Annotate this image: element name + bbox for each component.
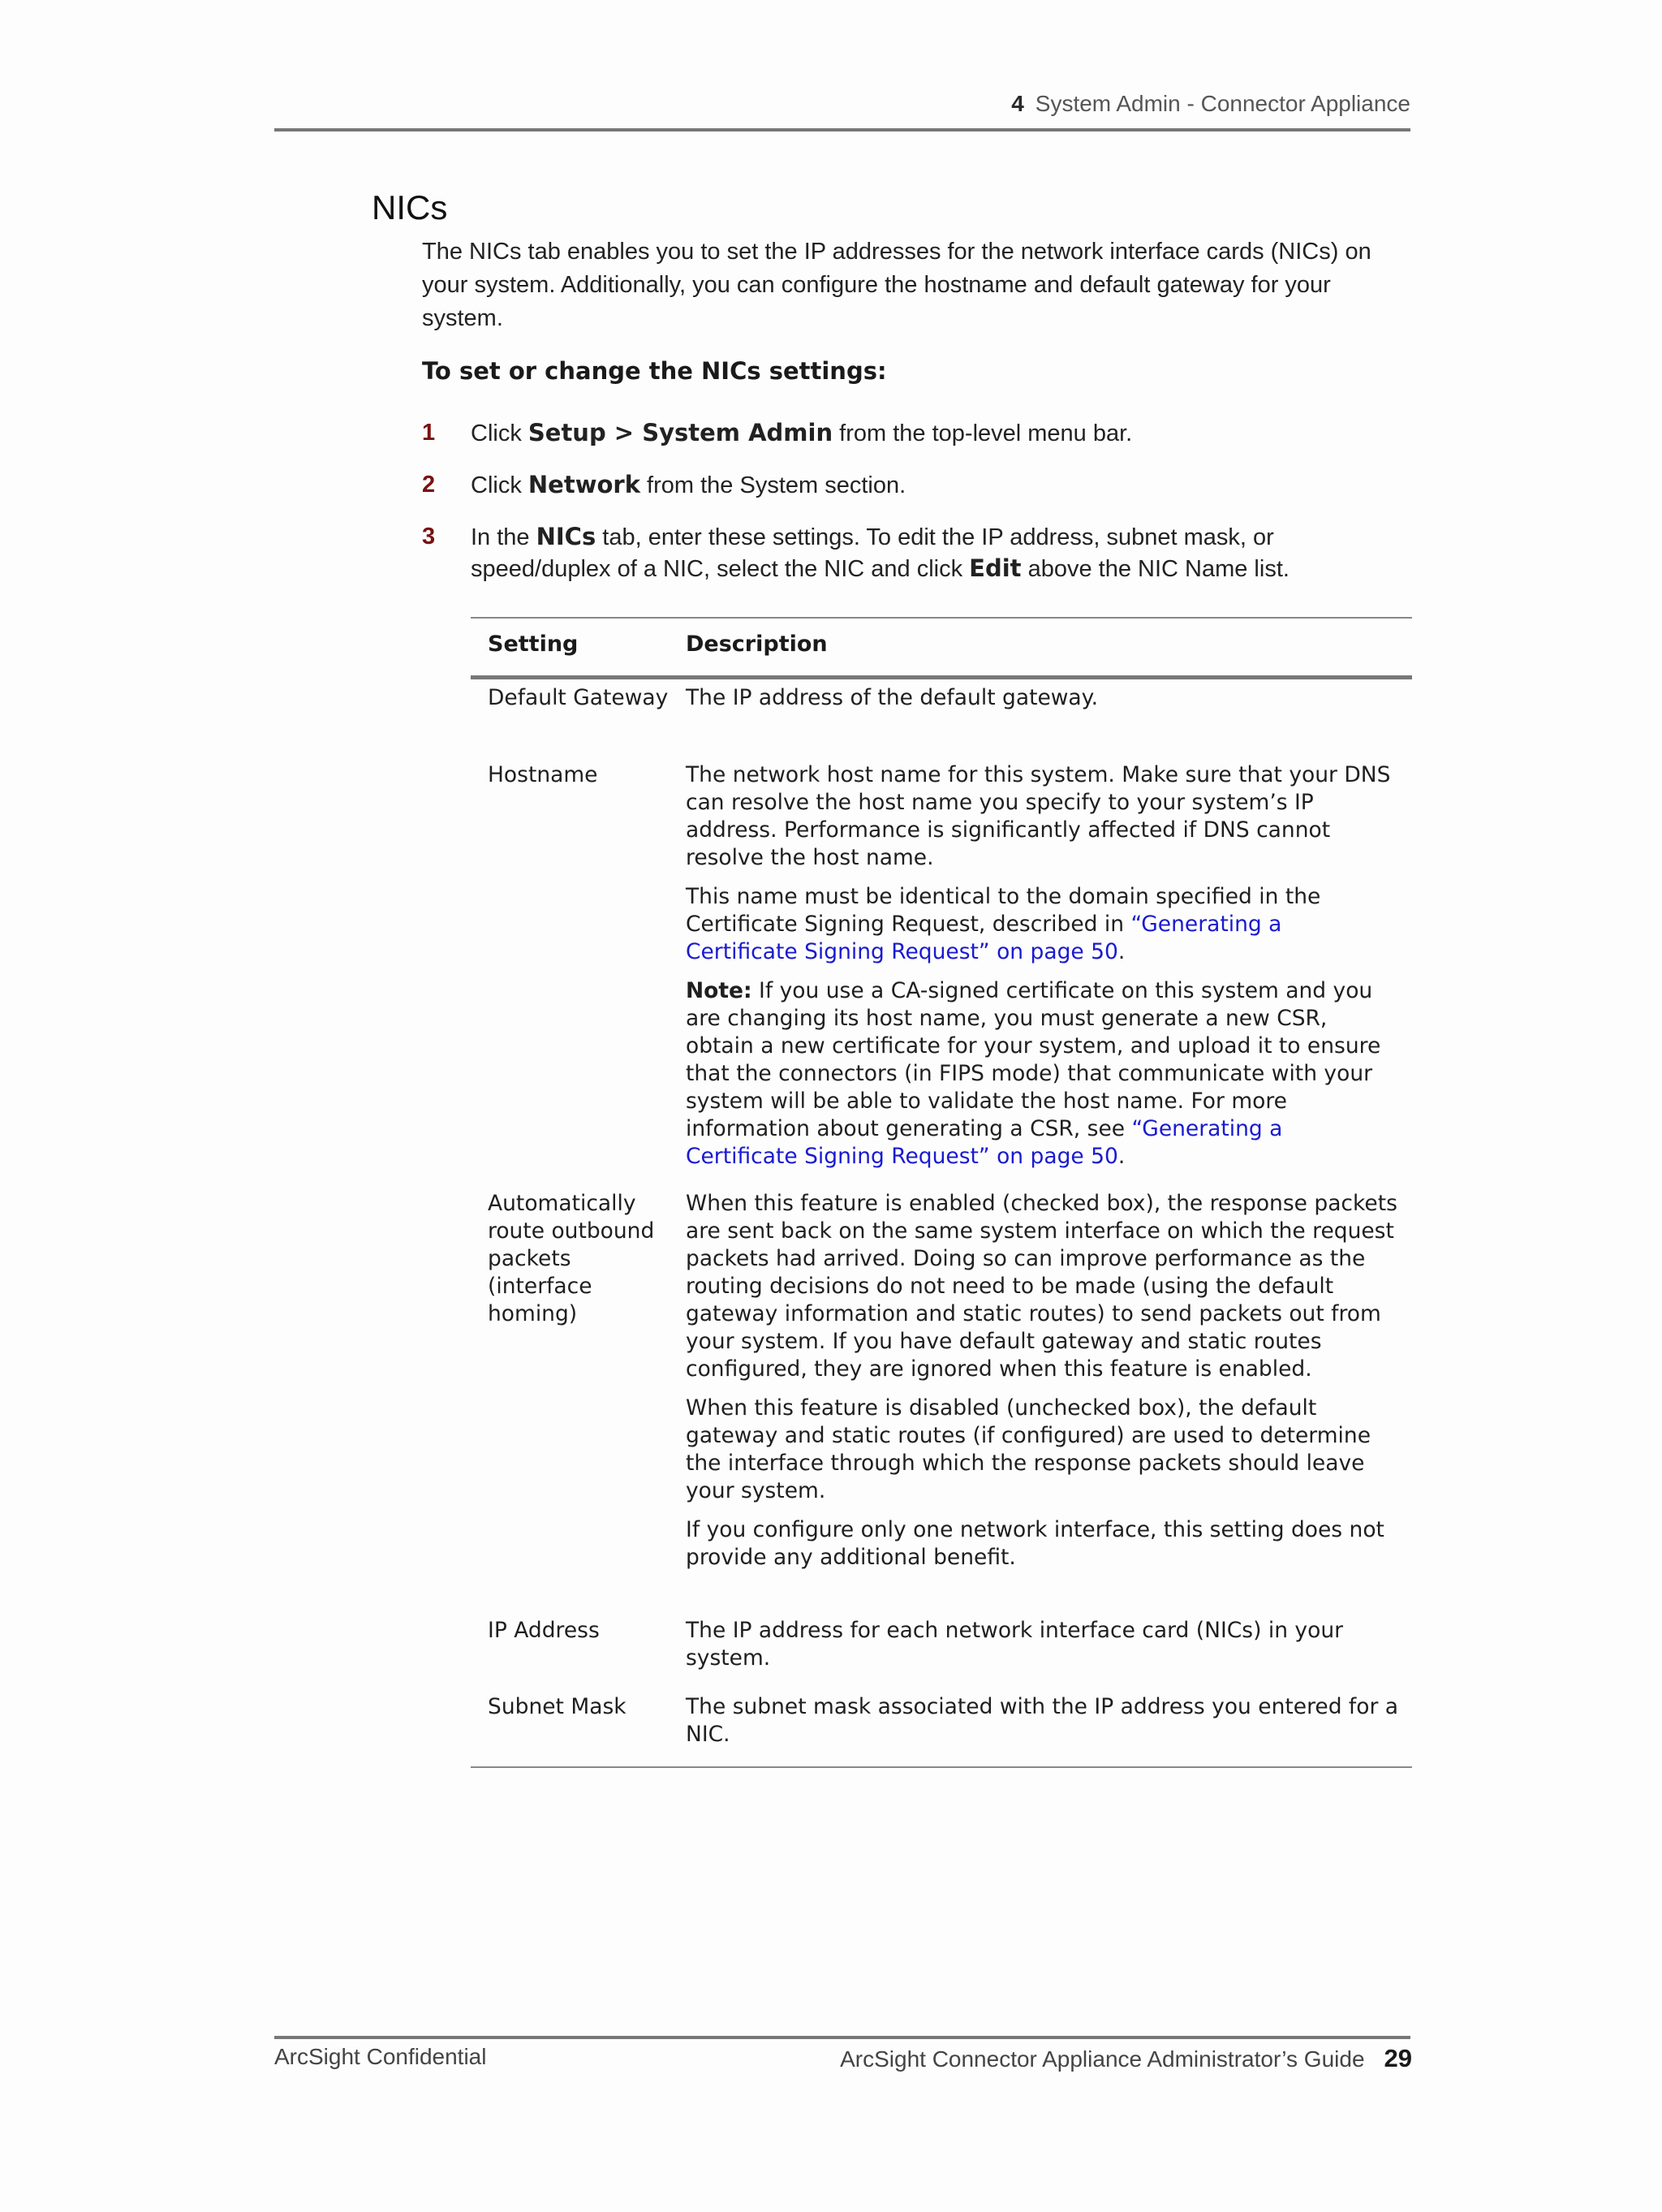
note-paragraph: Note: If you use a CA-signed certificate on this system and you are changing its host name, you must generate a new CSR, obtain a new certificate for your system, and upload it to ensure that the connectors (in FIPS mode) that communicate with your system will be able to validate the host name. For more information about generating a CSR, see “Generating a Certificate Signing Request” on page 50.: [686, 978, 1381, 1169]
step-text: Click Network from the System section.: [471, 471, 906, 498]
menu-path: Setup > System Admin: [527, 419, 833, 446]
note-label: Note:: [686, 978, 752, 1003]
table-cell-description: [686, 761, 1400, 1171]
chapter-number: 4: [1011, 91, 1024, 116]
ui-label: NICs: [536, 523, 596, 550]
procedure-title: To set or change the NICs settings:: [422, 357, 887, 385]
description-paragraph: The network host name for this system. Make sure that your DNS can resolve the host name you specify to your system’s IP address. Performance is significantly affected if DNS cannot resolve the host name.: [686, 762, 1391, 870]
section-title: NICs: [372, 188, 448, 226]
table-header-rule: [471, 675, 1412, 679]
table-cell-description: The subnet mask associated with the IP address you entered for a NIC.: [686, 1694, 1399, 1747]
table-bottom-rule: [471, 1766, 1412, 1768]
table-cell-setting: Default Gateway: [488, 685, 669, 710]
ui-label: Network: [527, 471, 640, 498]
table-cell-description: [686, 1190, 1400, 1572]
column-header-description: Description: [686, 632, 828, 657]
table-cell-description: The IP address for each network interface card (NICs) in your system.: [686, 1618, 1344, 1671]
step-number: 2: [422, 472, 436, 498]
step-number: 3: [422, 524, 436, 550]
table-cell-setting: Subnet Mask: [488, 1694, 626, 1719]
description-paragraph: This name must be identical to the domain specified in the Certificate Signing Request, described in “Generating a Certificate Signing Request” on page 50.: [686, 884, 1321, 964]
ui-label: Edit: [969, 554, 1022, 582]
cross-reference-link[interactable]: “Generating a Certificate Signing Request” on page 50: [686, 1116, 1283, 1169]
table-cell-setting: Automatically route outbound packets (interface homing): [488, 1191, 655, 1326]
footer-rule: [274, 2036, 1410, 2039]
description-paragraph: If you configure only one network interface, this setting does not provide any additional benefit.: [686, 1517, 1384, 1570]
step-text: In the NICs tab, enter these settings. To edit the IP address, subnet mask, or speed/duplex of a NIC, select the NIC and click Edit above the NIC Name list.: [471, 523, 1290, 582]
header-rule: [274, 128, 1410, 132]
running-header: [274, 91, 1410, 117]
intro-paragraph: The NICs tab enables you to set the IP addresses for the network interface cards (NICs) on your system. Additionally, you can configure the hostname and default gateway for your system.: [422, 239, 1371, 331]
table-top-rule: [471, 617, 1412, 619]
cross-reference-link[interactable]: “Generating a Certificate Signing Request” on page 50: [686, 912, 1282, 964]
table-cell-setting: Hostname: [488, 762, 598, 787]
step-number: 1: [422, 420, 436, 446]
description-paragraph: When this feature is enabled (checked box), the response packets are sent back on the same system interface on which the request packets had arrived. Doing so can improve performance as the routing decisions do not need to be made (using the default gateway information and static routes) to send packets out from your system. If you have default gateway and static routes configured, they are ignored when this feature is enabled.: [686, 1191, 1397, 1382]
table-cell-description: The IP address of the default gateway.: [686, 685, 1099, 710]
description-paragraph: When this feature is disabled (unchecked box), the default gateway and static routes (if configured) are used to determine the interface through which the response packets should leave your system.: [686, 1395, 1371, 1503]
page-number: 29: [1384, 2044, 1412, 2072]
footer-guide: [698, 2044, 1412, 2073]
column-header-setting: Setting: [488, 632, 579, 657]
chapter-title: System Admin - Connector Appliance: [1035, 91, 1410, 116]
table-cell-setting: IP Address: [488, 1618, 600, 1643]
step-text: Click Setup > System Admin from the top-level menu bar.: [471, 419, 1133, 446]
footer-confidential: ArcSight Confidential: [274, 2044, 487, 2069]
guide-title: ArcSight Connector Appliance Administrator’s Guide: [840, 2046, 1365, 2072]
